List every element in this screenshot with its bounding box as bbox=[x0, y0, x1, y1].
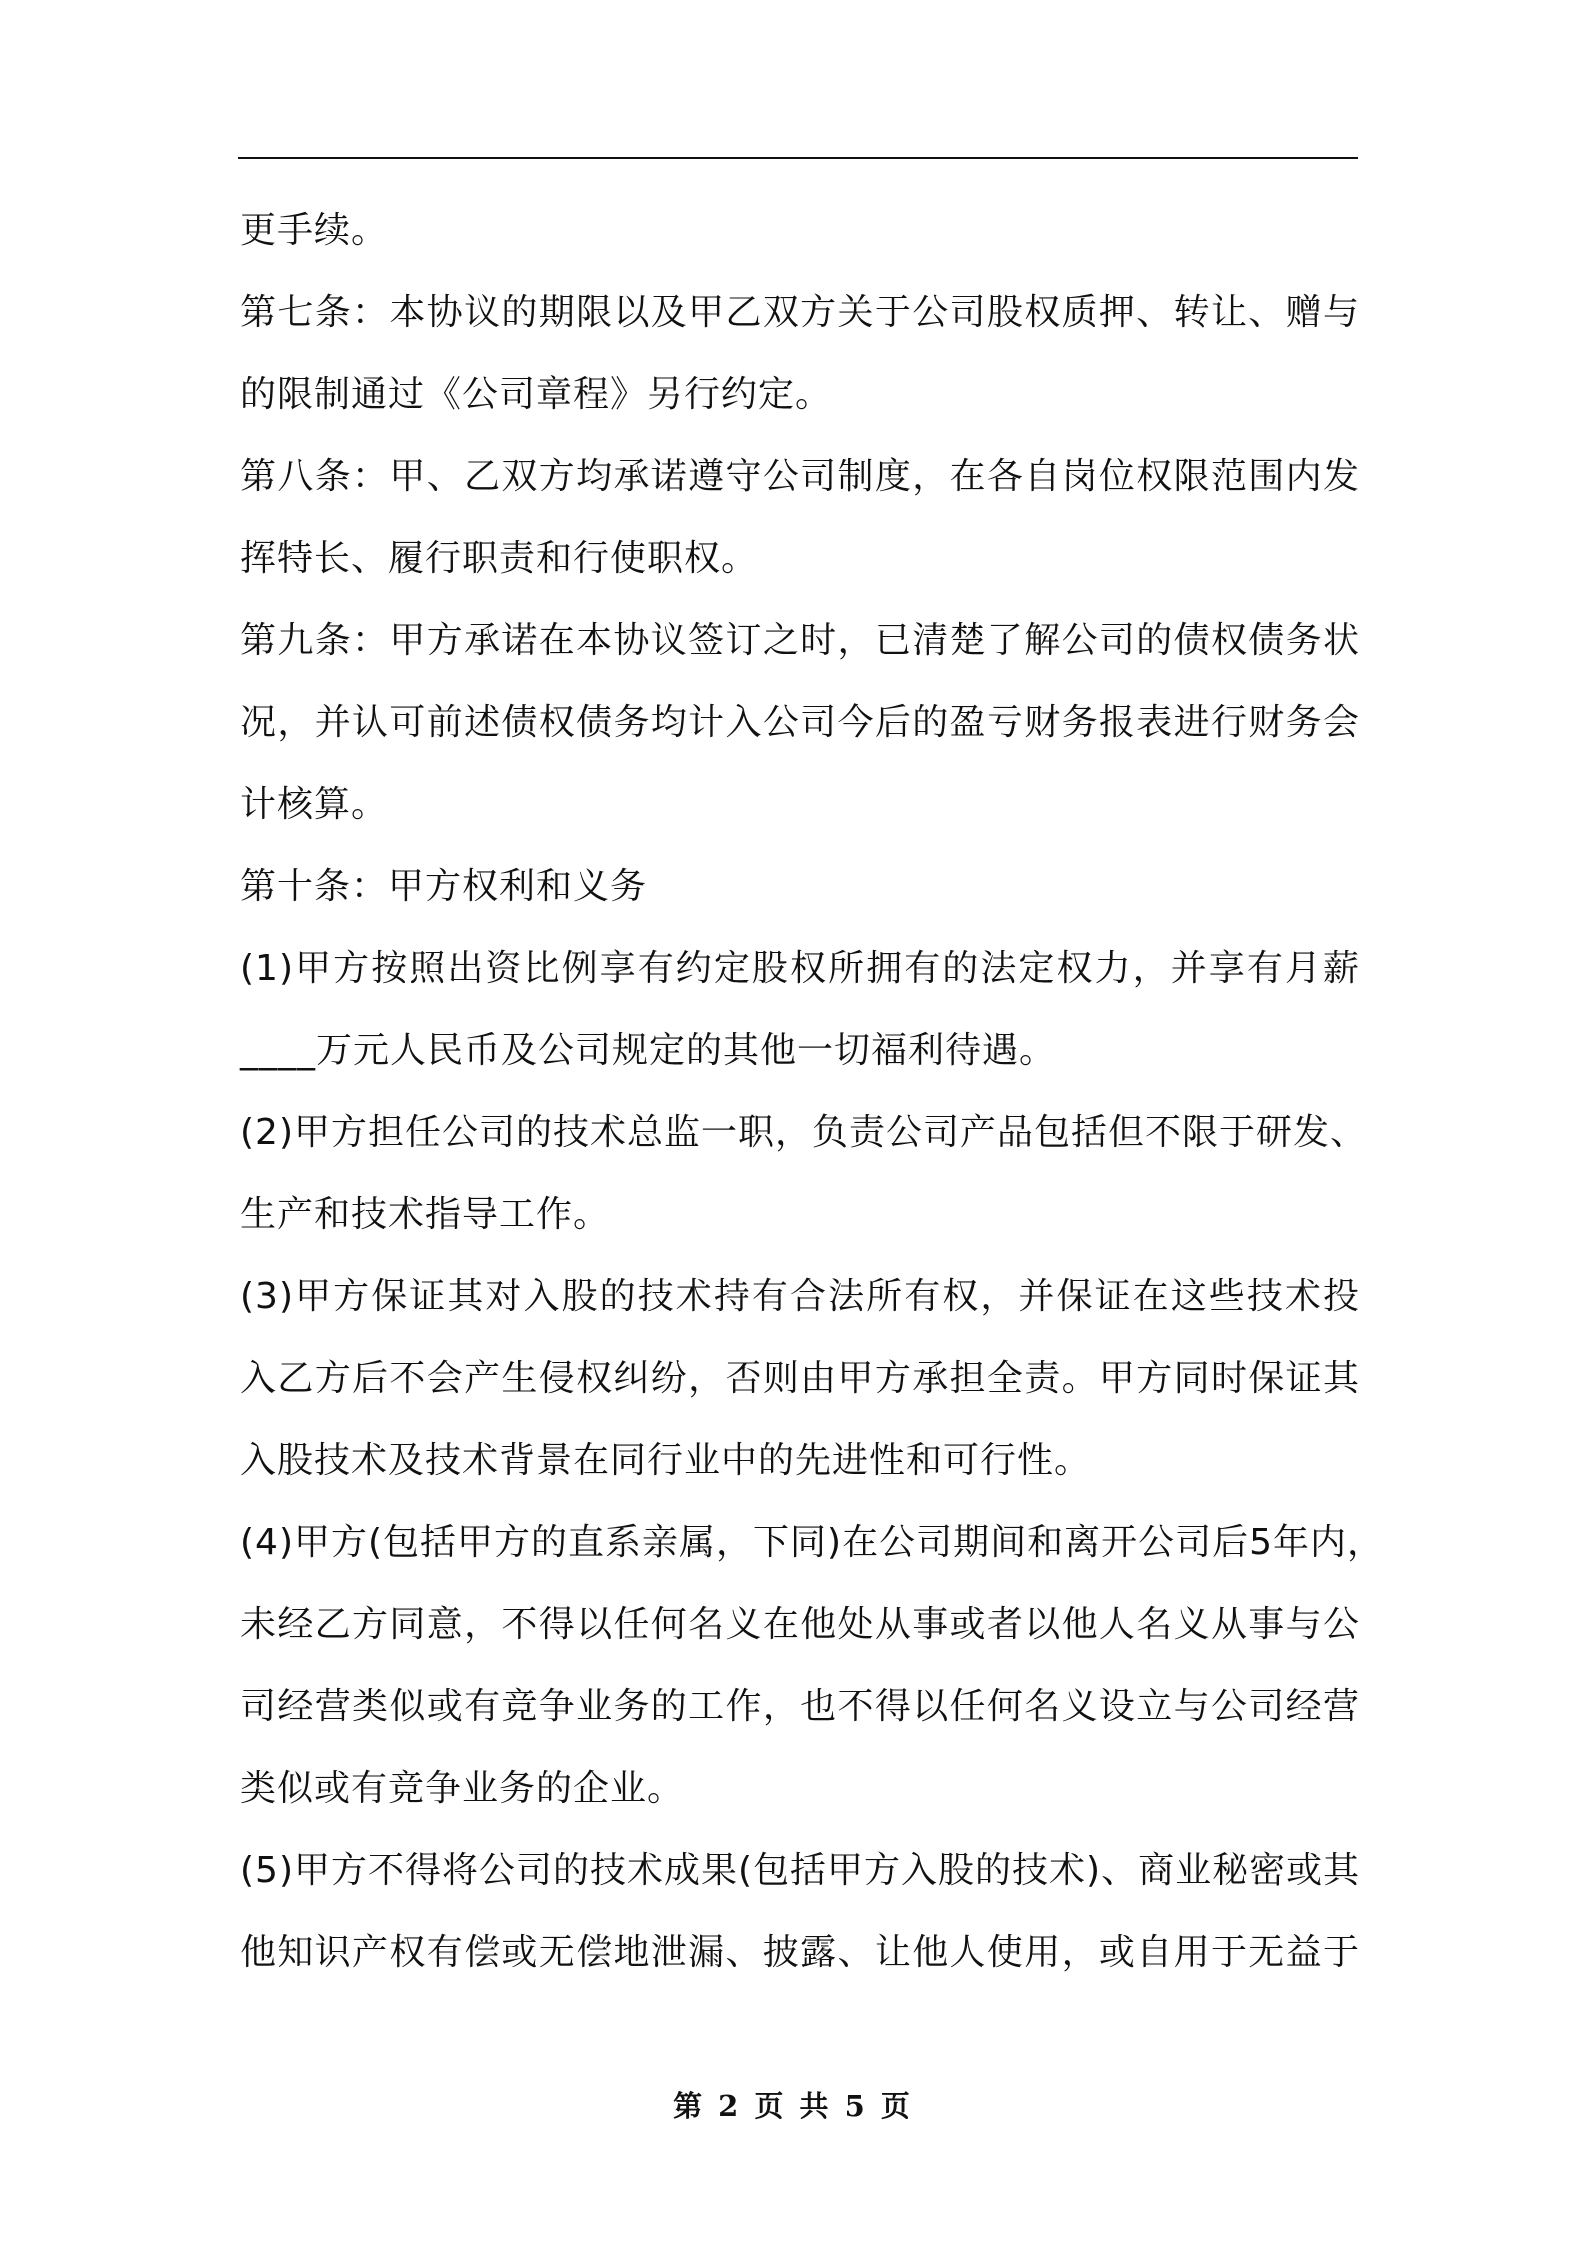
text-line: (1)甲方按照出资比例享有约定股权所拥有的法定权力，并享有月薪 bbox=[240, 948, 1360, 989]
header-rule bbox=[238, 157, 1358, 159]
text-line: 生产和技术指导工作。 bbox=[240, 1194, 611, 1235]
text-line: ____万元人民币及公司规定的其他一切福利待遇。 bbox=[240, 1030, 1057, 1071]
text-line: (3)甲方保证其对入股的技术持有合法所有权，并保证在这些技术投 bbox=[240, 1276, 1360, 1317]
text-line: 第七条：本协议的期限以及甲乙双方关于公司股权质押、转让、赠与 bbox=[240, 292, 1360, 333]
text-line: (5)甲方不得将公司的技术成果(包括甲方入股的技术)、商业秘密或其 bbox=[240, 1850, 1361, 1891]
document-body bbox=[240, 190, 1384, 1994]
text-line: 计核算。 bbox=[240, 784, 389, 825]
text-line: 挥特长、履行职责和行使职权。 bbox=[240, 538, 759, 579]
text-line: 入乙方后不会产生侵权纠纷，否则由甲方承担全责。甲方同时保证其 bbox=[240, 1358, 1360, 1399]
text-line: 更手续。 bbox=[240, 210, 389, 251]
page-footer: 第 2 页 共 5 页 bbox=[673, 2089, 913, 2123]
text-line: 况，并认可前述债权债务均计入公司今后的盈亏财务报表进行财务会 bbox=[240, 702, 1360, 743]
text-line: 第八条：甲、乙双方均承诺遵守公司制度，在各自岗位权限范围内发 bbox=[240, 456, 1360, 497]
text-line: 入股技术及技术背景在同行业中的先进性和可行性。 bbox=[240, 1440, 1092, 1481]
text-line: 第十条：甲方权利和义务 bbox=[240, 866, 648, 907]
text-line: (2)甲方担任公司的技术总监一职，负责公司产品包括但不限于研发、 bbox=[240, 1112, 1367, 1153]
text-line: 司经营类似或有竞争业务的工作，也不得以任何名义设立与公司经营 bbox=[240, 1686, 1360, 1727]
text-line: 未经乙方同意，不得以任何名义在他处从事或者以他人名义从事与公 bbox=[240, 1604, 1360, 1645]
text-line: 类似或有竞争业务的企业。 bbox=[240, 1768, 685, 1809]
text-line: (4)甲方(包括甲方的直系亲属，下同)在公司期间和离开公司后5年内， bbox=[240, 1522, 1384, 1563]
text-line: 的限制通过《公司章程》另行约定。 bbox=[240, 374, 833, 415]
text-line: 他知识产权有偿或无偿地泄漏、披露、让他人使用，或自用于无益于 bbox=[240, 1932, 1360, 1973]
text-line: 第九条：甲方承诺在本协议签订之时，已清楚了解公司的债权债务状 bbox=[240, 620, 1360, 661]
